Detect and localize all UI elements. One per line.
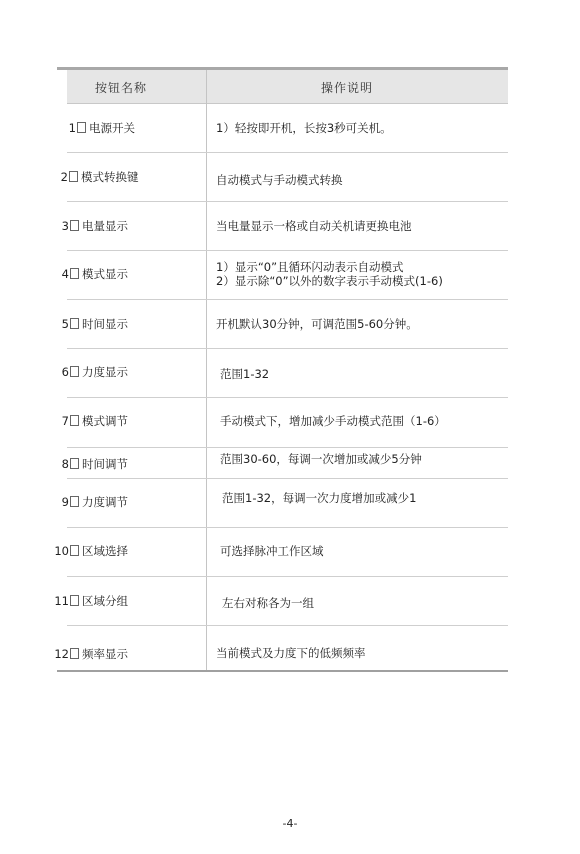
operation-text-line2: 2）显示除“0”以外的数字表示手动模式(1-6) [216,274,443,288]
checkbox-glyph [70,268,79,279]
operation-text-line1: 1）显示“0”且循环闪动表示自动模式 [216,260,404,274]
row-divider [67,397,508,398]
table-row [45,317,128,331]
operation-text: 范围1-32 [220,367,270,381]
operation-text: 可选择脉冲工作区域 [220,544,324,558]
button-name: 模式显示 [82,267,128,281]
operation-text: 范围30-60，每调一次增加或减少5分钟 [220,452,422,466]
checkbox-glyph [70,496,79,507]
operation-text: 开机默认30分钟，可调范围5-60分钟。 [216,317,418,331]
table-row [45,544,128,558]
row-divider [67,299,508,300]
button-name: 时间显示 [82,317,128,331]
row-number: 10 [54,544,69,558]
row-number: 12 [54,647,69,661]
button-name: 模式转换键 [81,170,139,184]
row-number: 6 [61,365,69,379]
button-name: 力度显示 [82,365,128,379]
table-row [45,219,128,233]
table-row [45,414,128,428]
row-divider [67,625,508,626]
row-number: 8 [61,457,69,471]
button-name: 电量显示 [82,219,128,233]
table-header [67,70,508,104]
checkbox-glyph [70,220,79,231]
table-row [52,121,135,135]
row-number: 2 [60,170,68,184]
checkbox-glyph [70,595,79,606]
button-name: 力度调节 [82,495,128,509]
row-number: 4 [61,267,69,281]
operation-text: 1）轻按即开机，长按3秒可关机。 [216,121,392,135]
table-row [44,170,139,184]
checkbox-glyph [77,122,86,133]
row-divider [67,152,508,153]
row-divider [67,250,508,251]
row-number: 7 [61,414,69,428]
row-number: 5 [61,317,69,331]
button-name: 时间调节 [82,457,128,471]
operation-text: 手动模式下，增加减少手动模式范围（1-6） [220,414,446,428]
checkbox-glyph [70,318,79,329]
row-number: 3 [61,219,69,233]
button-name: 频率显示 [82,647,128,661]
table-bottom-rule [57,670,508,672]
table-row [45,457,128,471]
button-name: 区域分组 [82,594,128,608]
row-number: 11 [54,594,69,608]
checkbox-glyph [70,458,79,469]
row-divider [67,348,508,349]
row-number: 1 [68,121,76,135]
row-divider [67,527,508,528]
checkbox-glyph [70,366,79,377]
page-number: -4- [282,817,298,830]
table-row [45,365,128,379]
column-divider [206,70,207,670]
button-name: 电源开关 [89,121,135,135]
operation-text: 当前模式及力度下的低频频率 [216,646,366,660]
checkbox-glyph [70,415,79,426]
operation-text: 自动模式与手动模式转换 [216,173,343,187]
header-operation: 操作说明 [321,81,374,95]
checkbox-glyph [70,545,79,556]
button-name: 区域选择 [82,544,128,558]
row-divider [67,576,508,577]
table-row [45,647,128,661]
table-row [45,594,128,608]
operation-text: 当电量显示一格或自动关机请更换电池 [216,219,412,233]
row-number: 9 [61,495,69,509]
table-row [45,267,128,281]
operation-text: 范围1-32，每调一次力度增加或减少1 [222,491,417,505]
operation-text: 左右对称各为一组 [222,596,314,610]
button-name: 模式调节 [82,414,128,428]
row-divider [67,478,508,479]
header-button-name: 按钮名称 [95,81,148,95]
checkbox-glyph [69,171,78,182]
row-divider [67,447,508,448]
table-row [45,495,128,509]
row-divider [67,201,508,202]
checkbox-glyph [70,648,79,659]
